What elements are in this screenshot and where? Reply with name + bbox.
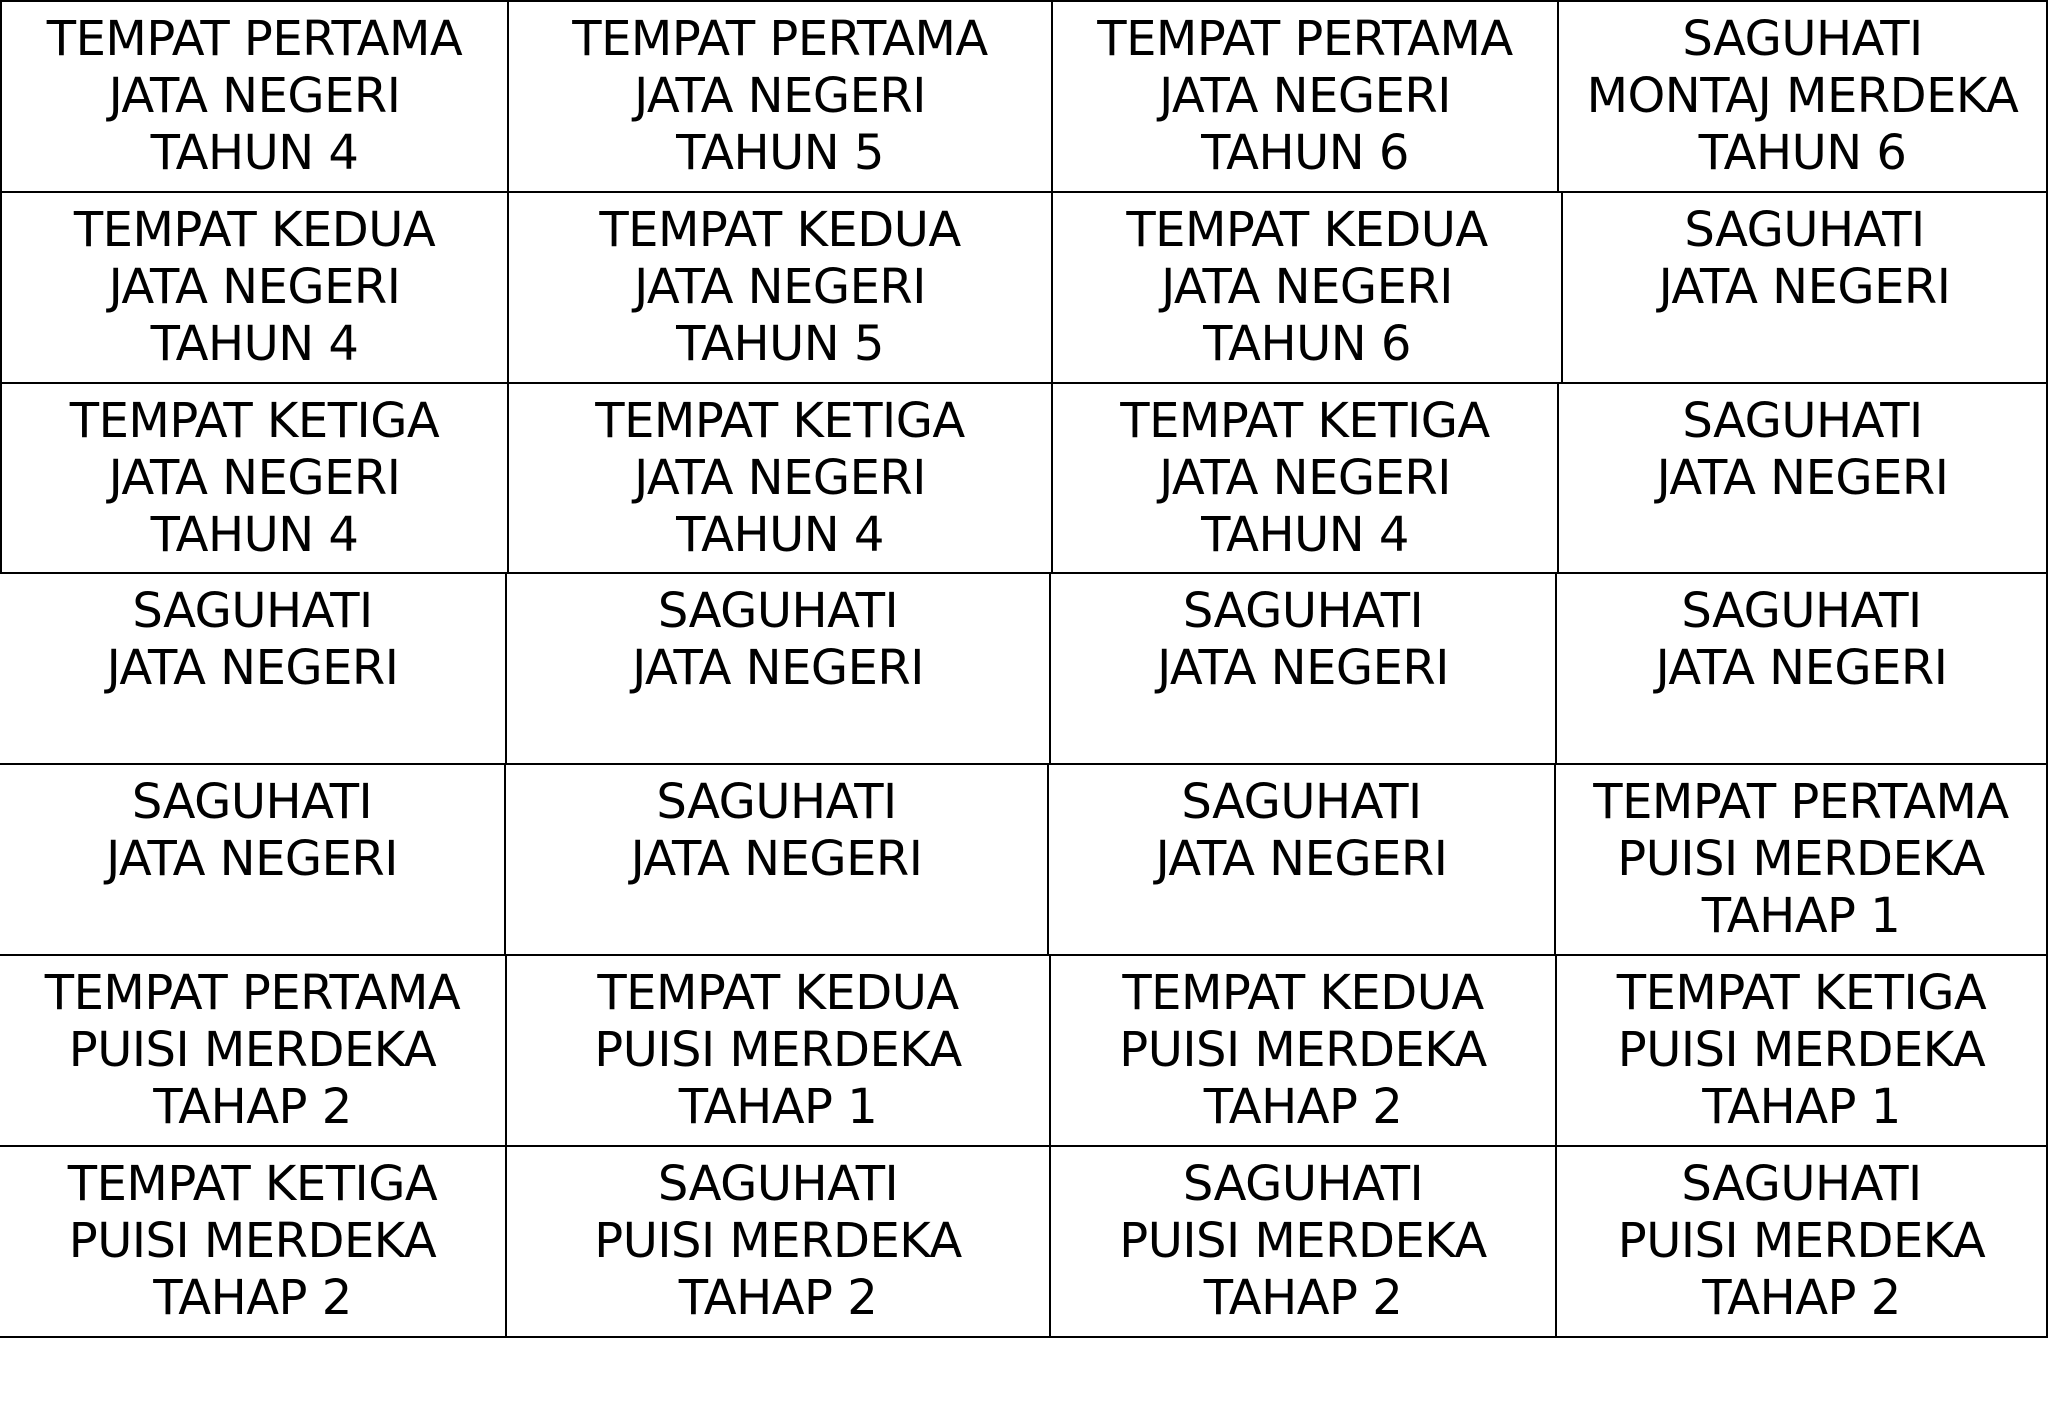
cell-text-line: TEMPAT PERTAMA xyxy=(1097,11,1513,67)
cell-text-line: JATA NEGERI xyxy=(1655,640,1948,696)
label-cell xyxy=(1051,384,1557,573)
grid-row xyxy=(0,191,2048,382)
cell-text-line: JATA NEGERI xyxy=(108,259,401,315)
cell-text-line: PUISI MERDEKA xyxy=(1119,1213,1487,1269)
cell-text-line: TEMPAT KETIGA xyxy=(595,393,965,449)
cell-text-line: SAGUHATI xyxy=(1681,1156,1922,1212)
cell-text-line: TEMPAT KETIGA xyxy=(1616,965,1987,1021)
label-cell xyxy=(1557,384,2048,573)
label-cell xyxy=(0,2,507,191)
cell-text-line: PUISI MERDEKA xyxy=(1617,1213,1986,1269)
cell-text-line: JATA NEGERI xyxy=(108,68,401,124)
cell-text-line: TAHAP 2 xyxy=(153,1270,352,1326)
label-cell xyxy=(1049,574,1555,763)
cell-text-line: JATA NEGERI xyxy=(630,831,923,887)
cell-text-line: TEMPAT KEDUA xyxy=(73,202,436,258)
cell-text-line: TEMPAT PERTAMA xyxy=(1593,774,2009,830)
label-cell xyxy=(504,765,1047,954)
cell-text-line: TEMPAT KEDUA xyxy=(1122,965,1484,1021)
cell-text-line: SAGUHATI xyxy=(131,774,373,830)
label-cell xyxy=(505,1147,1049,1336)
cell-text-line: SAGUHATI xyxy=(1684,202,1925,258)
cell-text-line: TAHAP 1 xyxy=(678,1079,878,1135)
cell-text-line: PUISI MERDEKA xyxy=(68,1213,437,1269)
cell-text-line: TAHUN 6 xyxy=(1203,316,1411,372)
label-cell xyxy=(1051,193,1561,382)
cell-text-line: SAGUHATI xyxy=(1682,11,1923,67)
label-cell xyxy=(0,193,507,382)
cell-text-line: JATA NEGERI xyxy=(1161,259,1453,315)
cell-text-line: TEMPAT KETIGA xyxy=(67,1156,438,1212)
cell-text-line: PUISI MERDEKA xyxy=(68,1022,437,1078)
cell-text-line: SAGUHATI xyxy=(657,1156,899,1212)
cell-text-line: SAGUHATI xyxy=(132,583,373,639)
label-cell xyxy=(507,2,1051,191)
cell-text-line: JATA NEGERI xyxy=(1155,831,1448,887)
label-cell xyxy=(505,956,1049,1145)
cell-text-line: TAHUN 4 xyxy=(1201,507,1409,563)
cell-text-line: TEMPAT KEDUA xyxy=(599,202,961,258)
grid-row xyxy=(0,0,2048,191)
label-cell xyxy=(0,574,505,763)
cell-text-line: TEMPAT KETIGA xyxy=(1120,393,1490,449)
cell-text-line: SAGUHATI xyxy=(1181,774,1422,830)
cell-text-line: PUISI MERDEKA xyxy=(1119,1022,1487,1078)
label-cell xyxy=(1049,956,1555,1145)
cell-text-line: TAHAP 2 xyxy=(678,1270,878,1326)
grid-row xyxy=(0,382,2048,573)
cell-text-line: TEMPAT KEDUA xyxy=(597,965,959,1021)
cell-text-line: TAHAP 2 xyxy=(1203,1270,1403,1326)
cell-text-line: JATA NEGERI xyxy=(106,831,398,887)
cell-text-line: JATA NEGERI xyxy=(106,640,399,696)
cell-text-line: TAHAP 1 xyxy=(1702,1079,1901,1135)
cell-text-line: TAHUN 6 xyxy=(1698,125,1907,181)
cell-text-line: JATA NEGERI xyxy=(1159,450,1451,506)
cell-text-line: TAHAP 2 xyxy=(153,1079,352,1135)
label-cell xyxy=(1555,1147,2048,1336)
cell-text-line: TAHUN 4 xyxy=(150,316,359,372)
label-cell xyxy=(0,1147,505,1336)
cell-text-line: PUISI MERDEKA xyxy=(1617,831,1985,887)
cell-text-line: SAGUHATI xyxy=(657,583,899,639)
cell-text-line: JATA NEGERI xyxy=(632,640,924,696)
cell-text-line: JATA NEGERI xyxy=(1157,640,1449,696)
label-cell xyxy=(507,193,1051,382)
cell-text-line: JATA NEGERI xyxy=(1658,259,1951,315)
cell-text-line: TAHUN 4 xyxy=(676,507,884,563)
cell-text-line: SAGUHATI xyxy=(656,774,897,830)
label-cell xyxy=(0,384,507,573)
cell-text-line: JATA NEGERI xyxy=(1159,68,1451,124)
cell-text-line: SAGUHATI xyxy=(1681,583,1922,639)
label-cell xyxy=(1555,574,2048,763)
cell-text-line: TAHUN 6 xyxy=(1201,125,1409,181)
cell-text-line: JATA NEGERI xyxy=(108,450,401,506)
label-cell xyxy=(1047,765,1554,954)
grid-row xyxy=(0,763,2048,954)
grid-row xyxy=(0,572,2048,763)
cell-text-line: TEMPAT KEDUA xyxy=(1126,202,1488,258)
cell-text-line: JATA NEGERI xyxy=(634,450,926,506)
grid-row xyxy=(0,1145,2048,1338)
label-cell xyxy=(1561,193,2048,382)
label-cell xyxy=(1557,2,2048,191)
cell-text-line: JATA NEGERI xyxy=(634,68,926,124)
cell-text-line: TEMPAT PERTAMA xyxy=(46,11,463,67)
label-cell xyxy=(0,956,505,1145)
label-cell xyxy=(0,765,504,954)
label-cell xyxy=(505,574,1049,763)
label-cell xyxy=(1051,2,1557,191)
cell-text-line: SAGUHATI xyxy=(1682,393,1923,449)
cell-text-line: TAHUN 5 xyxy=(676,316,884,372)
label-cell xyxy=(1554,765,2048,954)
cell-text-line: TEMPAT PERTAMA xyxy=(44,965,461,1021)
cell-text-line: MONTAJ MERDEKA xyxy=(1586,68,2019,124)
cell-text-line: SAGUHATI xyxy=(1182,583,1424,639)
label-cell xyxy=(507,384,1051,573)
label-cell xyxy=(1049,1147,1555,1336)
cell-text-line: TAHUN 5 xyxy=(676,125,884,181)
cell-text-line: PUISI MERDEKA xyxy=(594,1022,962,1078)
cell-text-line: TAHAP 1 xyxy=(1701,888,1901,944)
cell-text-line: TAHAP 2 xyxy=(1702,1270,1901,1326)
cell-text-line: TAHAP 2 xyxy=(1203,1079,1403,1135)
label-cell xyxy=(1555,956,2048,1145)
cell-text-line: PUISI MERDEKA xyxy=(594,1213,962,1269)
grid-row xyxy=(0,954,2048,1145)
cell-text-line: TEMPAT PERTAMA xyxy=(572,11,988,67)
cell-text-line: JATA NEGERI xyxy=(634,259,926,315)
cell-text-line: SAGUHATI xyxy=(1182,1156,1424,1212)
cell-text-line: TAHUN 4 xyxy=(150,125,359,181)
cell-text-line: TEMPAT KETIGA xyxy=(69,393,440,449)
cell-text-line: JATA NEGERI xyxy=(1656,450,1949,506)
cell-text-line: TAHUN 4 xyxy=(150,507,359,563)
cell-text-line: PUISI MERDEKA xyxy=(1617,1022,1986,1078)
